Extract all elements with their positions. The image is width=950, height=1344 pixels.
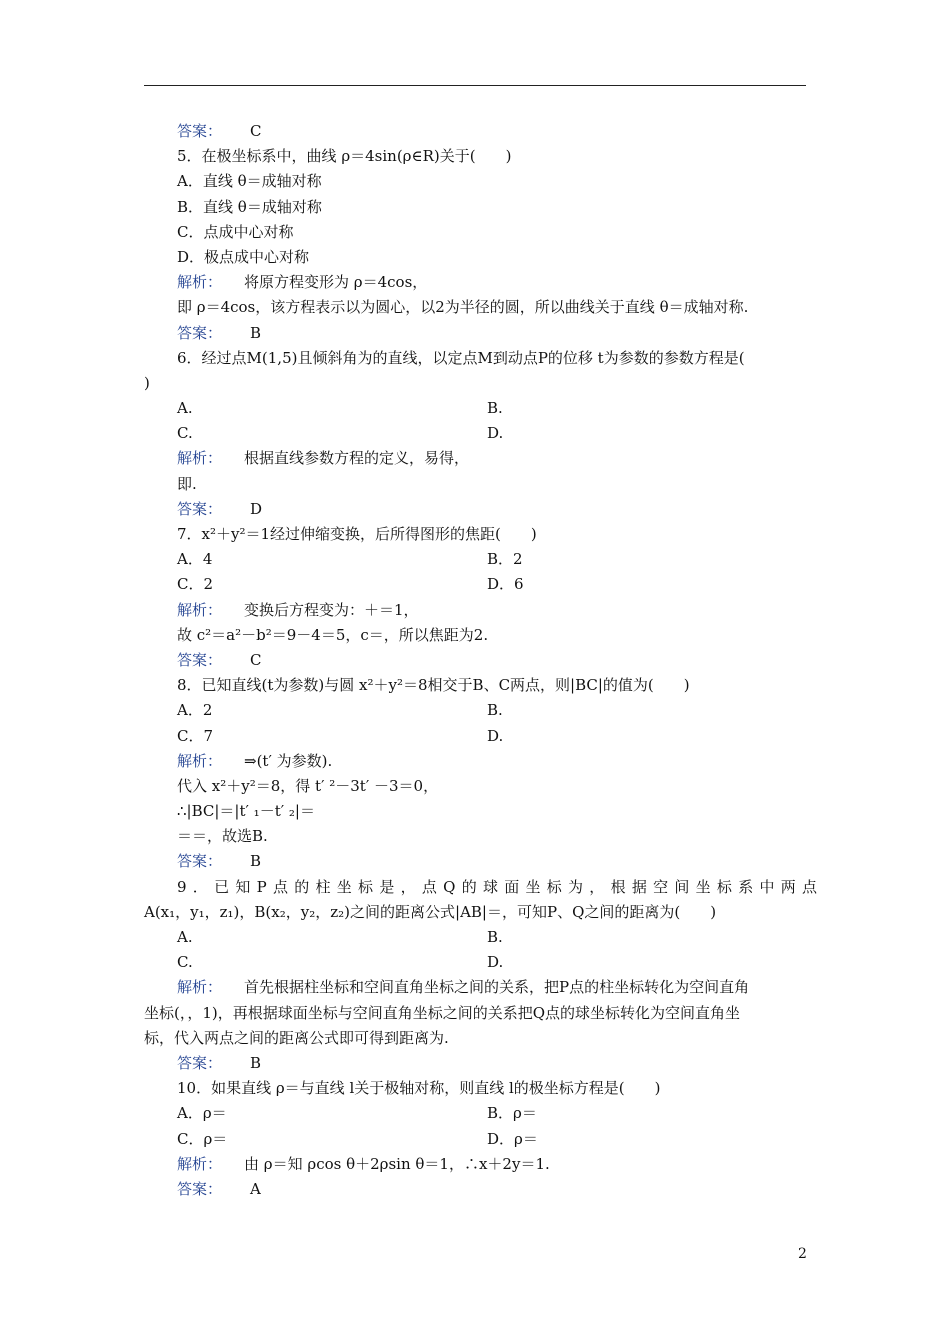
q7-analysis-line	[177, 598, 817, 623]
answer-value: B	[250, 1053, 262, 1072]
q7-analysis-continued: 故 c²＝a²－b²＝9－4＝5，c＝，所以焦距为2.	[177, 625, 489, 644]
q5-option-a: A．直线 θ＝成轴对称	[177, 172, 322, 191]
q8-options-row-1	[177, 698, 817, 723]
q9-option-a: A.	[177, 928, 193, 946]
q9-options-row-1	[177, 925, 817, 950]
answer-value: C	[250, 122, 262, 140]
q8-analysis-continued-1: 代入 x²＋y²＝8，得 t′ ²－3t′ －3＝0，	[177, 776, 439, 795]
q9-analysis-continued-1: 坐标(，，1)，再根据球面坐标与空间直角坐标之间的关系把Q点的球坐标转化为空间直角坐	[144, 1003, 741, 1022]
q10-analysis-line	[177, 1152, 817, 1177]
q7-option-c: C．2	[177, 575, 214, 594]
answer-label: 答案：	[177, 499, 223, 518]
answer-value: B	[250, 852, 262, 871]
q9-analysis-continued-2: 标，代入两点之间的距离公式即可得到距离为.	[144, 1028, 449, 1047]
analysis-text: 变换后方程变为：＋＝1，	[244, 600, 419, 619]
analysis-label: 解析：	[177, 1154, 223, 1173]
answer-label: 答案：	[177, 650, 223, 669]
q7-option-d: D．6	[487, 575, 524, 594]
q10-options-row-1	[177, 1101, 817, 1126]
q6-option-c: C.	[177, 424, 193, 443]
answer-value: B	[250, 323, 262, 342]
q8-options-row-2	[177, 724, 817, 749]
answer-value: A	[250, 1179, 261, 1198]
q5-option-b: B．直线 θ＝成轴对称	[177, 197, 322, 216]
q5-analysis-line	[177, 270, 817, 295]
answer-label: 答案：	[177, 122, 223, 140]
q9-option-d: D.	[487, 953, 504, 972]
q10-option-c: C．ρ＝	[177, 1129, 228, 1148]
answer-label: 答案：	[177, 323, 223, 342]
q6-stem: 6．经过点M(1,5)且倾斜角为的直线，以定点M到动点P的位移 t为参数的参数方程是(	[177, 348, 745, 367]
q10-option-a: A．ρ＝	[177, 1104, 227, 1123]
q7-options-row-2	[177, 572, 817, 597]
analysis-text: 将原方程变形为 ρ＝4cos，	[244, 273, 428, 292]
analysis-label: 解析：	[177, 273, 223, 292]
document-body	[144, 119, 817, 1202]
q5-option-c: C．点成中心对称	[177, 222, 294, 241]
q10-option-d: D．ρ＝	[487, 1129, 538, 1148]
q9-stem-continued: A(x₁，y₁，z₁)，B(x₂，y₂，z₂)之间的距离公式|AB|＝，可知P、Q之间的距离为( )	[144, 902, 717, 921]
q9-option-c: C.	[177, 953, 193, 972]
q10-answer-line	[177, 1177, 817, 1202]
answer-label: 答案：	[177, 852, 223, 871]
q9-answer-line	[177, 1051, 817, 1076]
analysis-text: 首先根据柱坐标和空间直角坐标之间的关系，把P点的柱坐标转化为空间直角	[244, 978, 750, 997]
q8-option-b: B.	[487, 701, 503, 720]
q6-analysis-continued: 即.	[177, 474, 197, 493]
answer-value: C	[250, 650, 262, 669]
answer-label: 答案：	[177, 1179, 223, 1198]
analysis-text: ⇒(t′ 为参数).	[244, 751, 333, 770]
analysis-label: 解析：	[177, 751, 223, 770]
q4-answer-line	[177, 119, 817, 144]
q8-option-a: A．2	[177, 701, 213, 720]
analysis-text: 根据直线参数方程的定义，易得，	[244, 449, 470, 468]
q8-answer-line	[177, 849, 817, 874]
q8-stem: 8．已知直线(t为参数)与圆 x²＋y²＝8相交于B、C两点，则|BC|的值为( )	[177, 676, 690, 695]
q8-analysis-continued-3: ＝＝，故选B.	[177, 827, 268, 846]
q5-answer-line	[177, 321, 817, 346]
q9-options-row-2	[177, 950, 817, 975]
q9-option-b: B.	[487, 928, 503, 946]
analysis-label: 解析：	[177, 449, 223, 468]
q6-options-row-2	[177, 421, 817, 446]
q5-analysis-continued: 即 ρ＝4cos，该方程表示以为圆心，以2为半径的圆，所以曲线关于直线 θ＝成轴对称.	[177, 298, 749, 317]
q7-stem: 7．x²＋y²＝1经过伸缩变换，后所得图形的焦距( )	[177, 525, 537, 543]
q9-stem: 9．已知P点的柱坐标是，点Q的球面坐标为，根据空间坐标系中两点	[177, 877, 817, 896]
q7-option-b: B．2	[487, 550, 523, 569]
analysis-label: 解析：	[177, 600, 223, 619]
q9-analysis-line	[177, 975, 817, 1000]
q8-analysis-line	[177, 749, 817, 774]
q6-option-d: D.	[487, 424, 504, 443]
q5-option-d: D．极点成中心对称	[177, 247, 310, 266]
q6-option-b: B.	[487, 399, 503, 418]
page-number: 2	[798, 1246, 807, 1262]
q8-analysis-continued-2: ∴|BC|＝|t′ ₁－t′ ₂|＝	[177, 802, 315, 821]
q8-option-d: D.	[487, 726, 504, 745]
q6-options-row-1	[177, 396, 817, 421]
answer-label: 答案：	[177, 1053, 223, 1072]
analysis-label: 解析：	[177, 978, 223, 997]
q7-options-row-1	[177, 547, 817, 572]
q6-option-a: A.	[177, 399, 193, 418]
q6-stem-continued: )	[144, 373, 150, 392]
q6-analysis-line	[177, 446, 817, 471]
q8-option-c: C．7	[177, 726, 214, 745]
q10-options-row-2	[177, 1127, 817, 1152]
q7-answer-line	[177, 648, 817, 673]
q5-stem: 5．在极坐标系中，曲线 ρ＝4sin(ρ∈R)关于( )	[177, 147, 512, 166]
q6-answer-line	[177, 497, 817, 522]
answer-value: D	[250, 499, 263, 518]
q7-option-a: A．4	[177, 550, 213, 569]
analysis-text: 由 ρ＝知 ρcos θ＋2ρsin θ＝1，∴x＋2y＝1.	[244, 1154, 550, 1173]
header-rule	[144, 85, 806, 86]
q10-stem: 10．如果直线 ρ＝与直线 l关于极轴对称，则直线 l的极坐标方程是( )	[177, 1079, 661, 1098]
q10-option-b: B．ρ＝	[487, 1104, 537, 1123]
